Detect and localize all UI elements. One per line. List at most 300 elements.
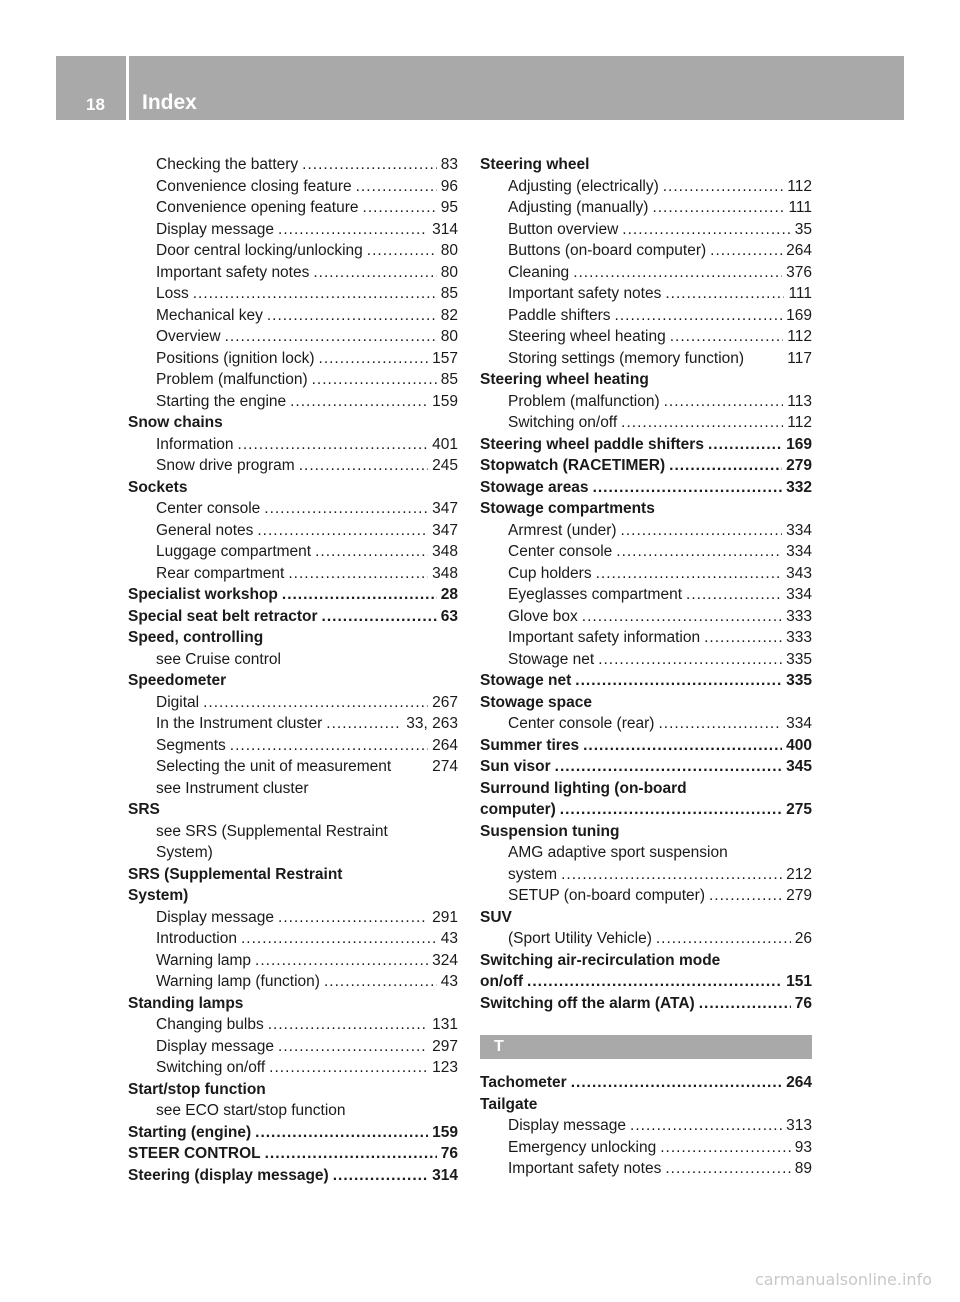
entry-page-number: 332 — [786, 478, 812, 496]
entry-text: Starting the engine — [156, 392, 287, 410]
entry-text: see Cruise control — [156, 650, 281, 668]
entry-text: Cup holders — [508, 564, 592, 582]
index-subentry — [480, 1158, 812, 1180]
leader-dots — [699, 993, 791, 1015]
index-subentry — [480, 197, 812, 219]
leader-dots — [669, 455, 782, 477]
index-entry — [480, 498, 812, 520]
section-gap — [480, 1014, 812, 1035]
entry-text: Mechanical key — [156, 306, 263, 324]
watermark: carmanualsonline.info — [754, 1270, 932, 1289]
entry-page-number: 96 — [440, 177, 458, 195]
index-subentry — [128, 305, 458, 327]
leader-dots — [527, 971, 782, 993]
entry-text: Paddle shifters — [508, 306, 611, 324]
entry-page-number: 157 — [432, 349, 458, 367]
entry-page-number: 169 — [786, 306, 812, 324]
leader-dots — [704, 627, 782, 649]
entry-text: Positions (ignition lock) — [156, 349, 315, 367]
entry-page-number: 291 — [432, 908, 458, 926]
leader-dots — [598, 649, 782, 671]
entry-text: Switching off the alarm (ATA) — [480, 994, 695, 1012]
index-subentry — [128, 649, 458, 671]
entry-text: Center console (rear) — [508, 715, 655, 732]
leader-dots — [593, 477, 783, 499]
index-subentry — [128, 778, 458, 800]
leader-dots — [282, 584, 437, 606]
entry-page-number: 159 — [432, 1123, 458, 1141]
leader-dots — [663, 176, 784, 198]
leader-dots — [264, 498, 428, 520]
entry-text: Armrest (under) — [508, 521, 617, 539]
entry-text: Display message — [156, 220, 275, 238]
entry-page-number: 35 — [794, 220, 812, 238]
index-subentry — [480, 649, 812, 671]
leader-dots — [257, 520, 428, 542]
index-subentry — [128, 262, 458, 284]
leader-dots — [225, 326, 437, 348]
index-subentry — [128, 1100, 458, 1122]
index-subentry — [128, 348, 458, 370]
leader-dots — [326, 713, 402, 735]
index-subentry — [128, 713, 458, 735]
header-divider — [126, 56, 129, 120]
leader-dots — [290, 391, 428, 413]
entry-text: Display message — [156, 908, 275, 926]
index-entry — [128, 1143, 458, 1165]
leader-dots — [319, 348, 429, 370]
entry-text: Changing bulbs — [156, 1016, 264, 1033]
entry-page-number: 43 — [440, 930, 458, 947]
entry-text: Eyeglasses compartment — [508, 586, 683, 603]
index-entry — [128, 606, 458, 628]
index-subentry — [128, 928, 458, 950]
entry-text: Stopwatch (RACETIMER) — [480, 457, 666, 474]
entry-text: Center console — [156, 500, 261, 517]
leader-dots — [356, 176, 437, 198]
entry-text: Adjusting (electrically) — [508, 177, 659, 195]
leader-dots — [622, 219, 790, 241]
index-entry — [480, 369, 812, 391]
index-subentry — [480, 520, 812, 542]
index-subentry — [480, 842, 812, 864]
index-subentry — [128, 692, 458, 714]
index-subentry — [128, 541, 458, 563]
index-subentry — [128, 176, 458, 198]
index-entry — [128, 412, 458, 434]
leader-dots — [238, 434, 429, 456]
entry-text: SETUP (on-board computer) — [508, 887, 705, 904]
index-entry — [480, 1072, 812, 1094]
entry-text: In the Instrument cluster — [156, 715, 323, 732]
entry-text: Steering wheel heating — [480, 371, 649, 388]
entry-page-number: 95 — [440, 199, 458, 216]
leader-dots — [241, 928, 437, 950]
entry-text: Sockets — [128, 478, 188, 496]
index-subentry — [480, 1115, 812, 1137]
entry-text: SRS (Supplemental Restraint — [128, 865, 343, 883]
entry-text: Switching air-recirculation mode — [480, 951, 721, 969]
leader-dots — [193, 283, 437, 305]
leader-dots — [709, 885, 782, 907]
entry-text: Summer tires — [480, 736, 580, 754]
index-subentry — [128, 434, 458, 456]
entry-text: computer) — [480, 801, 556, 818]
entry-page-number: 264 — [786, 242, 812, 259]
leader-dots — [665, 1158, 790, 1180]
entry-page-number: 28 — [440, 586, 458, 603]
entry-page-number: 111 — [788, 199, 812, 216]
index-entry — [480, 756, 812, 778]
entry-page-number: 314 — [432, 1166, 458, 1184]
entry-text: SRS — [128, 801, 160, 818]
index-subentry — [128, 283, 458, 305]
index-entry — [480, 907, 812, 929]
section-letter-t: T — [480, 1035, 812, 1059]
entry-text: Steering wheel paddle shifters — [480, 435, 704, 453]
entry-text: Convenience closing feature — [156, 177, 352, 195]
entry-text: see SRS (Supplemental Restraint — [156, 822, 388, 840]
entry-text: Start/stop function — [128, 1080, 266, 1098]
index-subentry — [128, 154, 458, 176]
index-subentry — [128, 756, 458, 778]
entry-page-number: 324 — [432, 951, 458, 969]
leader-dots — [596, 563, 783, 585]
index-subentry — [128, 219, 458, 241]
entry-text: Convenience opening feature — [156, 199, 359, 216]
entry-page-number: 314 — [432, 220, 458, 238]
index-subentry — [128, 971, 458, 993]
leader-dots — [324, 971, 437, 993]
entry-page-number: 348 — [432, 564, 458, 582]
index-subentry — [128, 498, 458, 520]
entry-text: Door central locking/unlocking — [156, 242, 363, 259]
leader-dots — [560, 799, 782, 821]
entry-text: Switching on/off — [508, 414, 618, 431]
leader-dots — [621, 520, 783, 542]
page-number: 18 — [86, 95, 105, 114]
entry-page-number: 82 — [440, 306, 458, 324]
index-subentry — [128, 197, 458, 219]
index-subentry — [480, 606, 812, 628]
leader-dots — [255, 1122, 428, 1144]
entry-text: SUV — [480, 908, 512, 926]
entry-page-number: 33, 263 — [406, 715, 458, 732]
entry-text: Storing settings (memory function) — [508, 349, 745, 367]
entry-text: Stowage areas — [480, 478, 589, 496]
page-header — [56, 56, 904, 120]
leader-dots — [571, 1072, 782, 1094]
leader-dots — [268, 1014, 428, 1036]
leader-dots — [278, 1036, 428, 1058]
entry-text: System) — [128, 887, 189, 904]
leader-dots — [203, 692, 428, 714]
index-subentry — [480, 305, 812, 327]
entry-text: Overview — [156, 328, 221, 345]
leader-dots — [630, 1115, 782, 1137]
entry-page-number: 245 — [432, 457, 458, 474]
index-entry — [128, 799, 458, 821]
index-subentry — [128, 563, 458, 585]
index-subentry — [480, 584, 812, 606]
index-subentry — [128, 455, 458, 477]
index-entry — [480, 1094, 812, 1116]
index-subentry — [480, 928, 812, 950]
entry-text: Glove box — [508, 607, 578, 625]
entry-page-number: 212 — [786, 865, 812, 883]
entry-text: Special seat belt retractor — [128, 607, 318, 625]
leader-dots — [315, 541, 428, 563]
entry-page-number: 347 — [432, 521, 458, 539]
leader-dots — [265, 1143, 437, 1165]
entry-text: Information — [156, 435, 234, 453]
index-subentry — [480, 391, 812, 413]
leader-dots — [255, 950, 428, 972]
entry-page-number: 93 — [794, 1138, 812, 1156]
leader-dots — [615, 305, 783, 327]
index-subentry — [480, 627, 812, 649]
leader-dots — [561, 864, 782, 886]
index-subentry — [128, 369, 458, 391]
leader-dots — [322, 606, 437, 628]
entry-page-number: 333 — [786, 629, 812, 646]
entry-text: Surround lighting (on-board — [480, 779, 687, 797]
entry-text: Button overview — [508, 220, 619, 238]
index-subentry — [480, 219, 812, 241]
entry-page-number: 400 — [786, 736, 812, 754]
entry-page-number: 343 — [786, 564, 812, 582]
entry-text: Checking the battery — [156, 156, 299, 173]
leader-dots — [621, 412, 783, 434]
entry-text: Sun visor — [480, 758, 551, 775]
leader-dots — [708, 434, 782, 456]
entry-text: Warning lamp — [156, 951, 252, 969]
entry-text: Stowage net — [508, 650, 595, 668]
leader-dots — [267, 305, 437, 327]
leader-dots — [583, 735, 782, 757]
entry-text: Starting (engine) — [128, 1123, 252, 1141]
index-subentry — [128, 326, 458, 348]
leader-dots — [670, 326, 784, 348]
entry-page-number: 401 — [432, 435, 458, 453]
entry-text: AMG adaptive sport suspension — [508, 844, 728, 861]
leader-dots — [652, 197, 784, 219]
entry-text: Steering wheel heating — [508, 328, 666, 345]
index-entry — [128, 627, 458, 649]
leader-dots — [313, 262, 436, 284]
index-subentry — [480, 864, 812, 886]
entry-page-number: 334 — [786, 521, 812, 539]
index-entry — [480, 778, 812, 800]
leader-dots — [312, 369, 437, 391]
entry-text: Snow drive program — [156, 457, 295, 474]
entry-text: Luggage compartment — [156, 543, 312, 560]
index-entry — [128, 670, 458, 692]
entry-text: Segments — [156, 736, 226, 754]
entry-page-number: 267 — [432, 693, 458, 711]
entry-page-number: 85 — [440, 371, 458, 388]
index-subentry — [480, 262, 812, 284]
index-entry — [480, 154, 812, 176]
index-subentry — [480, 240, 812, 262]
index-entry — [128, 1165, 458, 1187]
entry-page-number: 80 — [440, 263, 458, 281]
entry-page-number: 43 — [440, 973, 458, 990]
index-entry — [480, 799, 812, 821]
index-entry — [128, 864, 458, 886]
entry-text: Introduction — [156, 930, 237, 947]
entry-text: on/off — [480, 973, 524, 990]
leader-dots — [582, 606, 782, 628]
entry-page-number: 159 — [432, 392, 458, 410]
entry-text: Center console — [508, 543, 613, 560]
entry-page-number: 111 — [788, 285, 812, 302]
entry-page-number: 279 — [786, 457, 812, 474]
entry-text: Snow chains — [128, 414, 223, 431]
entry-page-number: 63 — [440, 607, 458, 625]
entry-text: see Instrument cluster — [156, 779, 309, 797]
index-subentry — [480, 326, 812, 348]
entry-page-number: 80 — [440, 328, 458, 345]
entry-page-number: 89 — [794, 1160, 812, 1177]
index-subentry — [128, 821, 458, 843]
entry-page-number: 333 — [786, 607, 812, 625]
entry-text: Digital — [156, 693, 200, 711]
leader-dots — [555, 756, 782, 778]
entry-text: Rear compartment — [156, 564, 285, 582]
index-entry — [480, 692, 812, 714]
entry-text: Cleaning — [508, 263, 570, 281]
entry-text: Steering wheel — [480, 156, 590, 173]
index-entry — [480, 670, 812, 692]
entry-page-number: 335 — [786, 650, 812, 668]
page-title: Index — [142, 91, 197, 114]
entry-page-number: 376 — [786, 263, 812, 281]
entry-page-number: 348 — [432, 543, 458, 560]
entry-page-number: 117 — [787, 349, 812, 367]
entry-text: Important safety notes — [508, 1160, 662, 1177]
entry-page-number: 76 — [440, 1145, 458, 1162]
leader-dots — [363, 197, 437, 219]
entry-text: see ECO start/stop function — [156, 1102, 346, 1119]
entry-text: System) — [156, 844, 213, 861]
index-subentry — [480, 283, 812, 305]
entry-text: Problem (malfunction) — [508, 392, 660, 410]
leader-dots — [573, 262, 782, 284]
entry-text: Display message — [156, 1037, 275, 1055]
index-subentry — [128, 1057, 458, 1079]
entry-page-number: 334 — [786, 543, 812, 560]
entry-text: Switching on/off — [156, 1059, 266, 1076]
index-subentry — [128, 1036, 458, 1058]
entry-page-number: 26 — [794, 930, 812, 947]
index-subentry — [480, 1137, 812, 1159]
index-subentry — [480, 176, 812, 198]
index-entry — [480, 950, 812, 972]
index-subentry — [128, 842, 458, 864]
entry-page-number: 83 — [440, 156, 458, 173]
index-subentry — [480, 563, 812, 585]
entry-text: Problem (malfunction) — [156, 371, 308, 388]
entry-page-number: 347 — [432, 500, 458, 517]
leader-dots — [616, 541, 782, 563]
entry-text: STEER CONTROL — [128, 1145, 261, 1162]
leader-dots — [660, 1137, 791, 1159]
entry-text: Display message — [508, 1117, 627, 1134]
entry-text: system — [508, 865, 558, 883]
index-entry — [480, 434, 812, 456]
index-entry — [480, 735, 812, 757]
index-subentry — [128, 735, 458, 757]
entry-text: Standing lamps — [128, 994, 244, 1012]
leader-dots — [269, 1057, 428, 1079]
entry-text: Selecting the unit of measurement — [156, 758, 392, 775]
entry-text: Warning lamp (function) — [156, 973, 320, 990]
entry-page-number: 112 — [787, 177, 812, 195]
entry-page-number: 112 — [787, 328, 812, 345]
index-entry — [128, 477, 458, 499]
entry-page-number: 76 — [794, 994, 812, 1012]
index-entry — [128, 1079, 458, 1101]
entry-text: Tachometer — [480, 1074, 567, 1091]
entry-page-number: 169 — [786, 435, 812, 453]
index-subentry — [480, 885, 812, 907]
index-entry — [128, 993, 458, 1015]
index-subentry — [128, 240, 458, 262]
entry-text: Important safety information — [508, 629, 701, 646]
entry-page-number: 335 — [786, 672, 812, 689]
index-entry — [480, 821, 812, 843]
leader-dots — [278, 219, 428, 241]
entry-page-number: 264 — [786, 1074, 812, 1091]
entry-text: Loss — [156, 285, 189, 302]
entry-text: Speed, controlling — [128, 629, 264, 646]
leader-dots — [278, 907, 428, 929]
entry-text: (Sport Utility Vehicle) — [508, 930, 652, 947]
index-subentry — [128, 907, 458, 929]
entry-text: Important safety notes — [508, 285, 662, 302]
index-entry — [480, 455, 812, 477]
entry-text: Emergency unlocking — [508, 1138, 657, 1156]
entry-text: Suspension tuning — [480, 822, 620, 840]
index-column-left — [128, 154, 458, 1186]
index-subentry — [480, 348, 812, 370]
index-entry — [128, 584, 458, 606]
entry-page-number: 264 — [432, 736, 458, 754]
entry-page-number: 123 — [432, 1059, 458, 1076]
index-entry — [128, 885, 458, 907]
index-entry — [480, 993, 812, 1015]
entry-text: Tailgate — [480, 1095, 538, 1113]
leader-dots — [302, 154, 437, 176]
index-subentry — [480, 713, 812, 735]
index-subentry — [128, 1014, 458, 1036]
index-column-right — [480, 154, 812, 1180]
index-subentry — [480, 412, 812, 434]
index-subentry — [128, 520, 458, 542]
entry-text: Adjusting (manually) — [508, 199, 649, 216]
entry-text: General notes — [156, 521, 254, 539]
entry-page-number: 131 — [432, 1016, 458, 1033]
entry-text: Buttons (on-board computer) — [508, 242, 707, 259]
entry-page-number: 334 — [786, 586, 812, 603]
entry-page-number: 85 — [440, 285, 458, 302]
leader-dots — [665, 283, 784, 305]
entry-page-number: 345 — [786, 758, 812, 775]
leader-dots — [686, 584, 782, 606]
leader-dots — [658, 713, 782, 735]
entry-text: Stowage compartments — [480, 500, 655, 517]
